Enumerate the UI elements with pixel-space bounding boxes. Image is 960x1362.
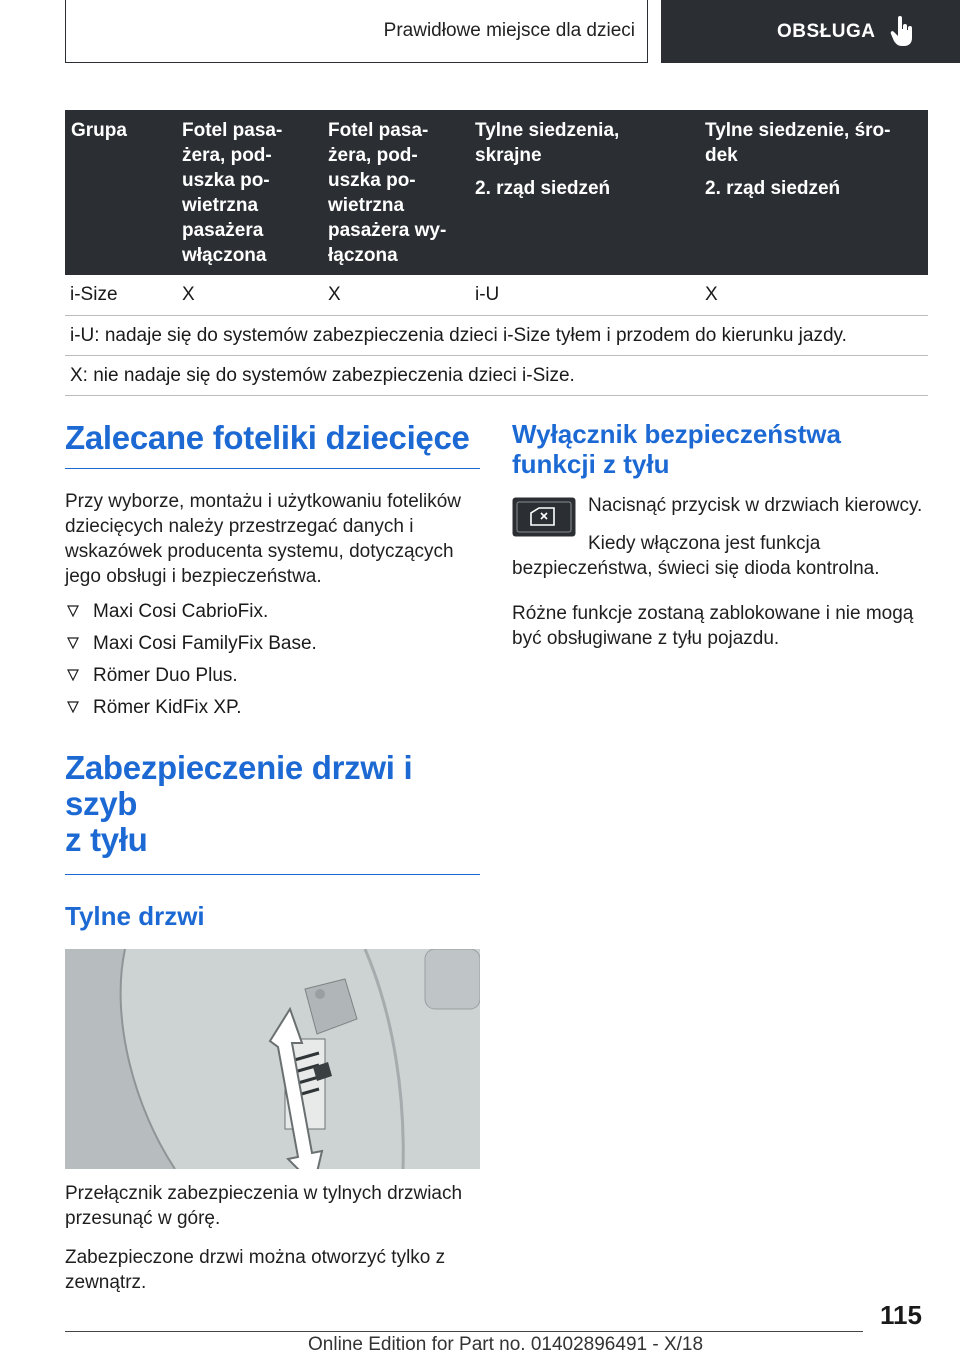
heading-rule [65,468,480,469]
triangle-bullet-icon [67,637,79,649]
table-note-iu: i-U: nadaje się do systemów zabezpieczenia dzieci i-Size tyłem i przodem do kierunku jazdy. [65,316,928,356]
list-item: Römer KidFix XP. [65,695,480,720]
rear-switch-section [512,419,928,651]
table-cell: i-U [475,284,500,305]
step-block [512,493,928,567]
table-cell: X [182,284,195,305]
triangle-bullet-icon [67,669,79,681]
table-note-x: X: nie nadaje się do systemów zabezpieczenia dzieci i-Size. [65,356,928,396]
pointing-hand-icon [890,16,914,48]
header-cell-rear-middle: Tylne siedzenie, śro- dek 2. rząd siedzeń [705,120,891,199]
header-cell-group: Grupa [71,120,127,141]
header-cell-front-airbag-off: Fotel pasa- żera, pod- uszka po- wietrzna pasażera wy- łączona [328,120,447,266]
list-item: Maxi Cosi CabrioFix. [65,599,480,624]
child-seat-table [65,110,928,396]
table-row [65,275,928,316]
chapter-title: Prawidłowe miejsce dla dzieci [383,20,635,41]
step-3-text: Różne funkcje zostaną zablokowane i nie mogą być obsługiwane z tyłu pojazdu. [512,603,914,649]
window-lock-button-icon [512,497,576,537]
child-seats-heading: Zalecane foteliki dziecięce [65,419,470,456]
door-lock-text: Zabezpieczone drzwi można otworzyć tylko z zewnątrz. [65,1247,446,1293]
table-cell: X [328,284,341,305]
child-seat-list [65,599,480,720]
list-item: Römer Duo Plus. [65,663,480,688]
chapter-tab [65,0,648,63]
rear-door-lock-illustration [65,949,480,1169]
section-title: OBSŁUGA [777,20,876,42]
page-number: 115 [880,1300,922,1330]
footer-edition: Online Edition for Part no. 01402896491 - X/18 [308,1334,704,1355]
header-cell-front-airbag-on: Fotel pasa- żera, pod- uszka po- wietrzna pasażera włączona [182,120,283,266]
table-header [65,110,928,275]
heading-rule [65,874,480,875]
table-cell: i-Size [70,284,118,305]
child-seats-section [65,420,480,727]
child-seats-intro: Przy wyborze, montażu i użytkowaniu fotelików dziecięcych należy przestrzegać danych i wskazówek producenta systemu, dotyczących jego obsługi i bezpieczeństwa. [65,491,461,587]
rear-doors-subheading: Tylne drzwi [65,901,205,931]
header-cell-rear-outer: Tylne siedzenia, skrajne 2. rząd siedzeń [475,120,620,199]
list-item: Maxi Cosi FamilyFix Base. [65,631,480,656]
triangle-bullet-icon [67,701,79,713]
door-lock-heading: Zabezpieczenie drzwi i szyb z tyłu [65,749,413,858]
footer-rule [65,1331,863,1332]
door-lock-section [65,750,480,1295]
door-lock-caption: Przełącznik zabezpieczenia w tylnych drzwiach przesunąć w górę. [65,1183,463,1229]
rear-switch-heading: Wyłącznik bezpieczeństwa funkcji z tyłu [512,419,841,479]
step-2-text: Kiedy włączona jest funkcja bezpieczeństwa, świeci się dioda kontrolna. [512,533,880,579]
table-cell: X [705,284,718,305]
step-1-text: Nacisnąć przycisk w drzwiach kierowcy. [588,495,923,516]
section-tab [661,0,960,63]
triangle-bullet-icon [67,605,79,617]
